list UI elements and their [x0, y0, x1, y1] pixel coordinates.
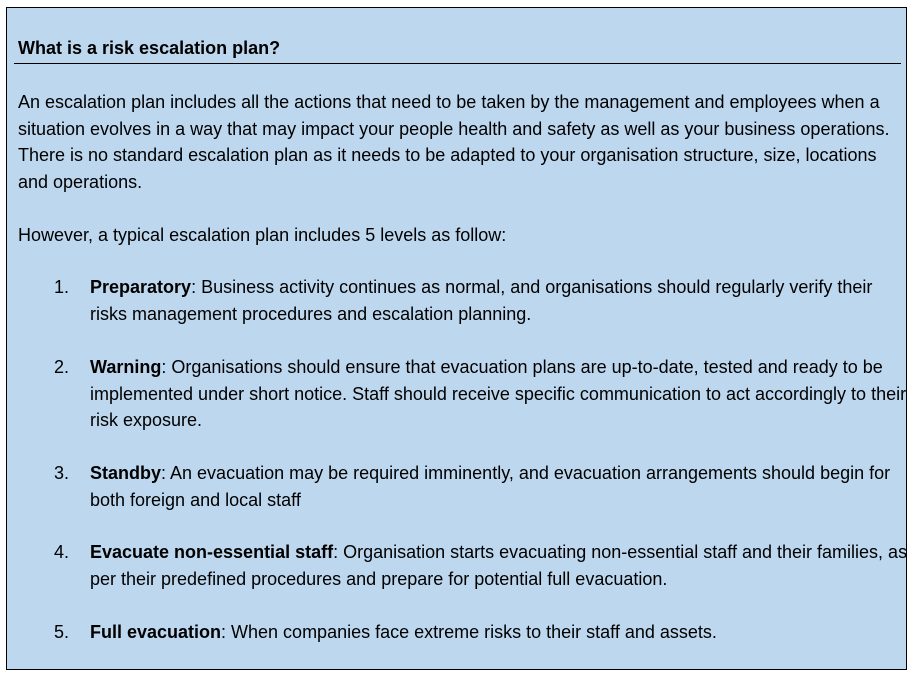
list-text [90, 539, 908, 592]
list-text [90, 460, 908, 513]
list-number: 3. [54, 463, 70, 483]
list-description: : Organisations should ensure that evacuation plans are up-to-date, tested and ready to be implemented under short notice. Staff should receive specific communication to act accordingly to their risk exposure. [90, 357, 907, 431]
list-description: : Organisation starts evacuating non-essential staff and their families, as per their predefined procedures and prepare for potential full evacuation. [90, 542, 908, 589]
list-number: 4. [54, 542, 70, 562]
title-divider [14, 63, 901, 64]
box-title: What is a risk escalation plan? [18, 38, 281, 58]
list-term: Standby [90, 463, 162, 483]
list-number: 2. [54, 357, 70, 377]
list-description: : An evacuation may be required imminently, and evacuation arrangements should begin for both foreign and local staff [90, 463, 891, 510]
list-description: : When companies face extreme risks to their staff and assets. [221, 622, 717, 642]
list-term: Warning [90, 357, 162, 377]
list-term: Preparatory [90, 277, 192, 297]
list-term: Evacuate non-essential staff [90, 542, 334, 562]
list-text [90, 354, 908, 434]
list-number: 5. [54, 622, 70, 642]
info-box [6, 7, 907, 670]
list-number: 1. [54, 277, 70, 297]
list-term: Full evacuation [90, 622, 222, 642]
list-description: : Business activity continues as normal, and organisations should regularly verify their risks management procedures and escalation planning. [90, 277, 873, 324]
intro-paragraph: An escalation plan includes all the actions that need to be taken by the management and employees when a situation evolves in a way that may impact your people health and safety as well as your business operations. There is no standard escalation plan as it needs to be adapted to your organisation structure, size, locations and operations. [18, 92, 890, 192]
list-text [90, 274, 908, 327]
list-text [90, 619, 908, 646]
lead-paragraph: However, a typical escalation plan includes 5 levels as follow: [18, 225, 507, 245]
